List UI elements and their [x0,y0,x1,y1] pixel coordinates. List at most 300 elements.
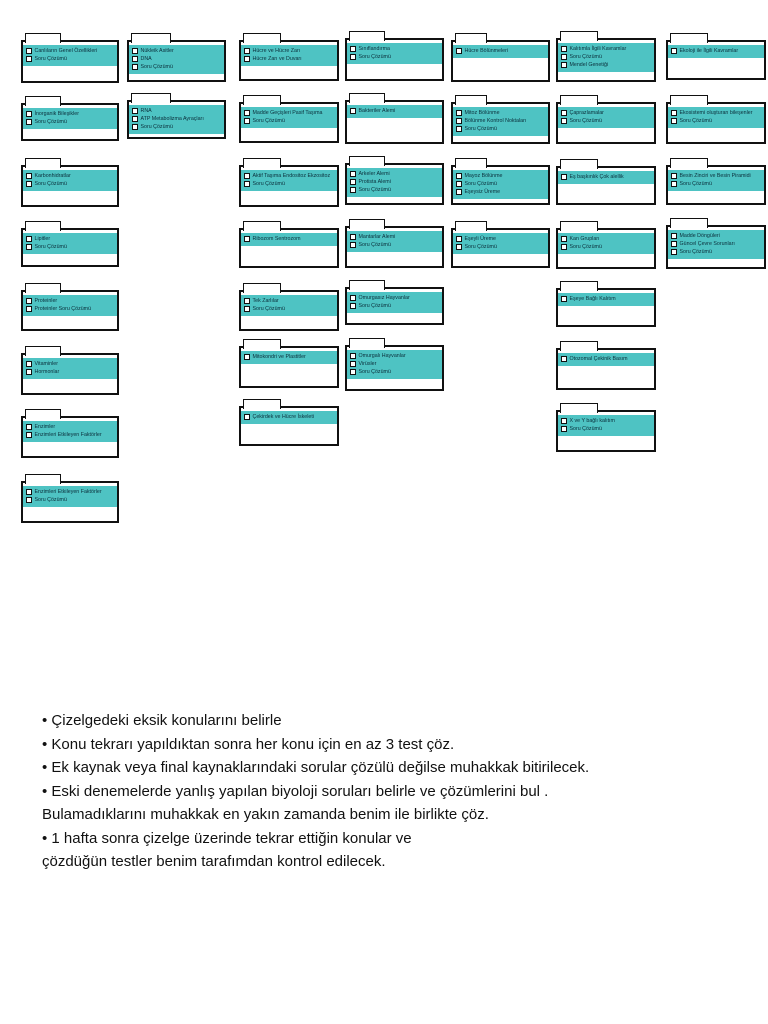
topic-card [239,230,339,268]
topic-list [347,292,442,313]
topic-label: Madde Geçişleri Pasif Taşıma [252,110,323,116]
topic-list [558,107,654,128]
topic-card [345,165,444,205]
topic-item [561,355,651,363]
topic-item [26,235,114,243]
topic-label: Ribozom Sentrozom [252,236,301,242]
topic-item [26,47,114,55]
topic-checkbox[interactable] [132,48,138,54]
card-tab [560,159,598,169]
topic-item [671,232,761,240]
topic-item [561,417,651,425]
topic-list [241,107,337,128]
topic-item [350,178,439,186]
topic-label: Soru Çözümü [34,244,67,250]
topic-item [132,55,221,63]
topic-checkbox[interactable] [26,489,32,495]
topic-label: Lipitler [34,236,51,242]
topic-item [244,47,334,55]
topic-item [456,243,545,251]
topic-card [666,227,766,269]
topic-item [26,431,114,439]
topic-checkbox[interactable] [244,298,250,304]
card-tab [25,96,61,106]
topic-item [244,117,334,125]
topic-item [26,305,114,313]
topic-label: Hücre Bölünmeleri [464,48,509,54]
topic-checkbox[interactable] [671,110,677,116]
topic-checkbox[interactable] [244,181,250,187]
topic-label: Eşeysiz Üreme [464,189,501,195]
topic-checkbox[interactable] [26,173,32,179]
topic-item [26,110,114,118]
topic-label: Mendel Genetiği [569,62,609,68]
topic-card [345,40,444,81]
topic-item [456,47,545,55]
topic-list [453,233,548,254]
topic-card [451,42,550,82]
topic-checkbox[interactable] [26,361,32,367]
topic-item [132,115,221,123]
topic-label: Soru Çözümü [34,56,67,62]
topic-checkbox[interactable] [350,234,356,240]
topic-card [556,168,656,205]
topic-checkbox[interactable] [350,171,356,177]
topic-label: Mitoz Bölünme [464,110,500,116]
topic-checkbox[interactable] [244,110,250,116]
topic-checkbox[interactable] [244,173,250,179]
topic-card [556,412,656,452]
topic-checkbox[interactable] [561,46,567,52]
topic-checkbox[interactable] [350,369,356,375]
topic-checkbox[interactable] [671,233,677,239]
topic-checkbox[interactable] [244,56,250,62]
topic-label: Enzimler [34,424,56,430]
topic-checkbox[interactable] [26,244,32,250]
topic-label: Soru Çözümü [358,242,391,248]
card-tab [349,219,385,229]
card-tab [25,283,61,293]
topic-checkbox[interactable] [26,181,32,187]
topic-checkbox[interactable] [244,306,250,312]
card-tab [25,221,61,231]
topic-list [23,421,117,442]
topic-card [21,167,119,207]
topic-list [23,486,117,507]
topic-item [26,496,114,504]
topic-item [561,235,651,243]
topic-item [26,118,114,126]
topic-checkbox[interactable] [244,354,250,360]
topic-item [671,172,761,180]
topic-list [241,170,337,191]
card-tab [131,33,171,43]
topic-checkbox[interactable] [244,414,250,420]
topic-checkbox[interactable] [132,64,138,70]
instruction-line: • Konu tekrarı yapıldıktan sonra her konu için en az 3 test çöz. [42,735,455,753]
topic-checkbox[interactable] [456,181,462,187]
topic-item [26,360,114,368]
topic-label: Mantarlar Alemi [358,234,396,240]
topic-label: Protista Alemi [358,179,391,185]
topic-list [558,353,654,366]
topic-label: Otozomal Çekinik Basım [569,356,628,362]
card-tab [560,281,598,291]
topic-item [350,360,439,368]
topic-checkbox[interactable] [350,187,356,193]
card-tab [349,338,385,348]
topic-checkbox[interactable] [26,497,32,503]
topic-label: Kalıtımla İlgili Kavramlar [569,46,627,52]
topic-list [23,295,117,316]
topic-checkbox[interactable] [132,124,138,130]
topic-list [558,415,654,436]
topic-item [350,45,439,53]
topic-checkbox[interactable] [26,424,32,430]
topic-label: Soru Çözümü [252,306,285,312]
topic-list [23,233,117,254]
topic-checkbox[interactable] [561,426,567,432]
topic-checkbox[interactable] [350,179,356,185]
card-tab [560,403,598,413]
topic-list [241,45,337,66]
topic-checkbox[interactable] [456,110,462,116]
topic-item [456,125,545,133]
topic-list [241,411,337,424]
topic-item [561,109,651,117]
topic-checkbox[interactable] [350,353,356,359]
topic-label: Soru Çözümü [679,181,712,187]
topic-label: Çekirdek ve Hücre İskeleti [252,414,315,420]
topic-list [347,350,442,379]
topic-label: Omurgalı Hayvanlar [358,353,406,359]
topic-item [671,117,761,125]
topic-item [132,107,221,115]
topic-item [561,173,651,181]
card-tab [455,95,487,105]
topic-card [451,167,550,205]
topic-label: Canlıların Genel Özellikleri [34,48,98,54]
topic-checkbox[interactable] [26,432,32,438]
topic-list [23,108,117,129]
topic-list [453,107,548,136]
topic-card [21,42,119,83]
topic-card [21,230,119,267]
topic-label: Güncel Çevre Sorunları [679,241,735,247]
topic-card [556,350,656,390]
topic-label: Hormonlar [34,369,60,375]
instruction-line: • Eski denemelerde yanlış yapılan biyoloji soruları belirle ve çözümlerini bul . [42,782,549,800]
topic-label: Soru Çözümü [569,426,602,432]
card-tab [349,156,385,166]
topic-item [561,45,651,53]
topic-list [129,105,224,134]
topic-item [244,109,334,117]
topic-card [239,292,339,331]
card-tab [455,221,487,231]
card-tab [670,218,708,228]
topic-checkbox[interactable] [671,181,677,187]
topic-list [347,231,442,252]
topic-label: Soru Çözümü [252,118,285,124]
topic-label: Eşeye Bağlı Kalıtım [569,296,616,302]
topic-label: Enzimleri Etkileyen Faktörler [34,489,102,495]
topic-item [350,294,439,302]
topic-item [456,117,545,125]
topic-checkbox[interactable] [350,295,356,301]
card-tab [349,31,385,41]
topic-item [244,305,334,313]
topic-label: Soru Çözümü [569,118,602,124]
card-tab [455,33,487,43]
topic-card [239,167,339,207]
topic-label: Tek Zarlılar [252,298,279,304]
topic-item [671,240,761,248]
topic-card [666,104,766,144]
topic-label: Bölünme Kontrol Noktaları [464,118,527,124]
topic-item [244,180,334,188]
topic-item [561,295,651,303]
topic-label: Hücre Zarı ve Duvarı [252,56,302,62]
card-tab [243,158,281,168]
topic-checkbox[interactable] [456,244,462,250]
topic-checkbox[interactable] [671,173,677,179]
topic-label: Omurgasız Hayvanlar [358,295,410,301]
card-tab [349,280,385,290]
topic-checkbox[interactable] [561,418,567,424]
topic-checkbox[interactable] [132,108,138,114]
topic-label: Vitaminler [34,361,58,367]
topic-card [556,230,656,269]
topic-item [456,109,545,117]
topic-item [26,55,114,63]
topic-label: Sınıflandırma [358,46,391,52]
card-tab [25,158,61,168]
topic-checkbox[interactable] [350,303,356,309]
topic-list [668,170,764,191]
topic-list [23,358,117,379]
topic-checkbox[interactable] [561,54,567,60]
topic-label: Soru Çözümü [140,64,173,70]
topic-label: DNA [140,56,152,62]
topic-label: Soru Çözümü [358,54,391,60]
topic-checkbox[interactable] [456,126,462,132]
instruction-line: çözdüğün testler benim tarafımdan kontrol edilecek. [42,853,386,870]
topic-label: Nükleik Asitler [140,48,174,54]
topic-item [26,243,114,251]
topic-label: Soru Çözümü [358,187,391,193]
card-tab [131,93,171,103]
topic-label: Proteinler [34,298,58,304]
topic-item [671,47,761,55]
topic-list [347,105,442,118]
topic-checkbox[interactable] [671,118,677,124]
card-tab [349,93,385,103]
topic-label: Soru Çözümü [358,303,391,309]
topic-label: Kan Grupları [569,236,600,242]
topic-label: Virüsler [358,361,377,367]
topic-checkbox[interactable] [561,236,567,242]
topic-label: Aktif Taşıma Endositoz Ekzositoz [252,173,331,179]
topic-item [350,53,439,61]
topic-item [350,233,439,241]
card-tab [243,339,281,349]
topic-checkbox[interactable] [456,189,462,195]
topic-label: Soru Çözümü [679,249,712,255]
topic-checkbox[interactable] [561,174,567,180]
topic-item [244,172,334,180]
topic-checkbox[interactable] [456,118,462,124]
topic-checkbox[interactable] [26,236,32,242]
topic-item [244,235,334,243]
topic-item [350,170,439,178]
topic-checkbox[interactable] [671,241,677,247]
topic-checkbox[interactable] [350,46,356,52]
topic-checkbox[interactable] [561,118,567,124]
topic-card [451,230,550,268]
card-tab [25,409,61,419]
topic-checkbox[interactable] [350,54,356,60]
topic-item [132,63,221,71]
topic-list [453,45,548,58]
topic-label: Hücre ve Hücre Zarı [252,48,301,54]
topic-list [241,233,337,246]
topic-item [671,109,761,117]
topic-label: Soru Çözümü [569,244,602,250]
topic-label: Soru Çözümü [464,244,497,250]
card-tab [25,474,61,484]
topic-checkbox[interactable] [561,62,567,68]
topic-checkbox[interactable] [671,48,677,54]
topic-checkbox[interactable] [561,296,567,302]
topic-checkbox[interactable] [26,119,32,125]
topic-label: Karbonhidratlar [34,173,71,179]
card-tab [560,31,598,41]
topic-list [668,107,764,128]
topic-list [668,45,764,58]
topic-checkbox[interactable] [561,244,567,250]
card-tab [25,33,61,43]
topic-item [244,297,334,305]
card-tab [243,33,281,43]
topic-item [561,61,651,69]
topic-list [241,295,337,316]
topic-item [456,235,545,243]
topic-checkbox[interactable] [26,306,32,312]
topic-label: Soru Çözümü [358,369,391,375]
topic-card [239,348,339,388]
instruction-line: • Ek kaynak veya final kaynaklarındaki sorular çözülü değilse muhakkak bitirilecek. [42,759,590,776]
topic-list [558,171,654,184]
topic-checkbox[interactable] [456,173,462,179]
card-tab [243,221,281,231]
topic-card [666,42,766,80]
topic-label: RNA [140,108,152,114]
topic-checkbox[interactable] [350,361,356,367]
topic-item [456,172,545,180]
topic-list [453,170,548,199]
topic-checkbox[interactable] [350,242,356,248]
card-tab [670,95,708,105]
topic-item [244,55,334,63]
card-tab [560,221,598,231]
topic-checkbox[interactable] [132,56,138,62]
topic-card [345,289,444,325]
topic-checkbox[interactable] [244,48,250,54]
topic-label: Soru Çözümü [464,181,497,187]
topic-checkbox[interactable] [26,298,32,304]
instruction-line: Bulamadıklarını muhakkak en yakın zamanda benim ile birlikte çöz. [42,806,489,823]
topic-label: Proteinler Soru Çözümü [34,306,92,312]
topic-card [21,105,119,141]
topic-label: Soru Çözümü [569,54,602,60]
topic-list [241,351,337,364]
topic-checkbox[interactable] [132,116,138,122]
topic-item [561,53,651,61]
topic-item [350,186,439,194]
topic-card [345,347,444,391]
topic-label: Soru Çözümü [464,126,497,132]
topic-list [347,43,442,64]
topic-checkbox[interactable] [26,111,32,117]
instructions-list [42,709,762,874]
topic-item [671,248,761,256]
topic-checkbox[interactable] [26,56,32,62]
topic-card [556,40,656,82]
topic-checkbox[interactable] [671,249,677,255]
topic-card [666,167,766,205]
topic-checkbox[interactable] [561,356,567,362]
topic-list [23,170,117,191]
topic-label: İnorganik Bileşikler [34,111,79,117]
card-tab [560,341,598,351]
topic-label: Eşeyli Üreme [464,236,496,242]
topic-label: Enzimleri Etkileyen Faktörler [34,432,102,438]
topic-list [558,293,654,306]
topic-item [561,243,651,251]
topic-item [26,423,114,431]
topic-card [127,42,226,82]
topic-checkbox[interactable] [244,236,250,242]
topic-label: Mayoz Bölünme [464,173,503,179]
topic-label: Soru Çözümü [679,118,712,124]
card-tab [560,95,598,105]
topic-label: Ekoloji ile İlgili Kavramlar [679,48,739,54]
topic-checkbox[interactable] [244,118,250,124]
topic-checkbox[interactable] [561,110,567,116]
topic-label: Soru Çözümü [140,124,173,130]
topic-checkbox[interactable] [456,236,462,242]
topic-label: Madde Döngüleri [679,233,720,239]
topic-list [558,233,654,254]
card-tab [670,33,708,43]
topic-label: Ekosistemi oluşturan bileşenler [679,110,753,116]
topic-checkbox[interactable] [26,48,32,54]
topic-label: Eş başkınlık Çok alellik [569,174,624,180]
topic-label: Soru Çözümü [34,119,67,125]
topic-label: Soru Çözümü [34,497,67,503]
topic-card [556,104,656,144]
topic-item [350,241,439,249]
topic-label: X ve Y bağlı kalıtım [569,418,615,424]
topic-checkbox[interactable] [26,369,32,375]
topic-checkbox[interactable] [350,108,356,114]
topic-list [23,45,117,66]
card-tab [670,158,708,168]
topic-checkbox[interactable] [456,48,462,54]
topic-list [668,230,764,259]
topic-label: ATP Metabolizma Ayraçları [140,116,204,122]
